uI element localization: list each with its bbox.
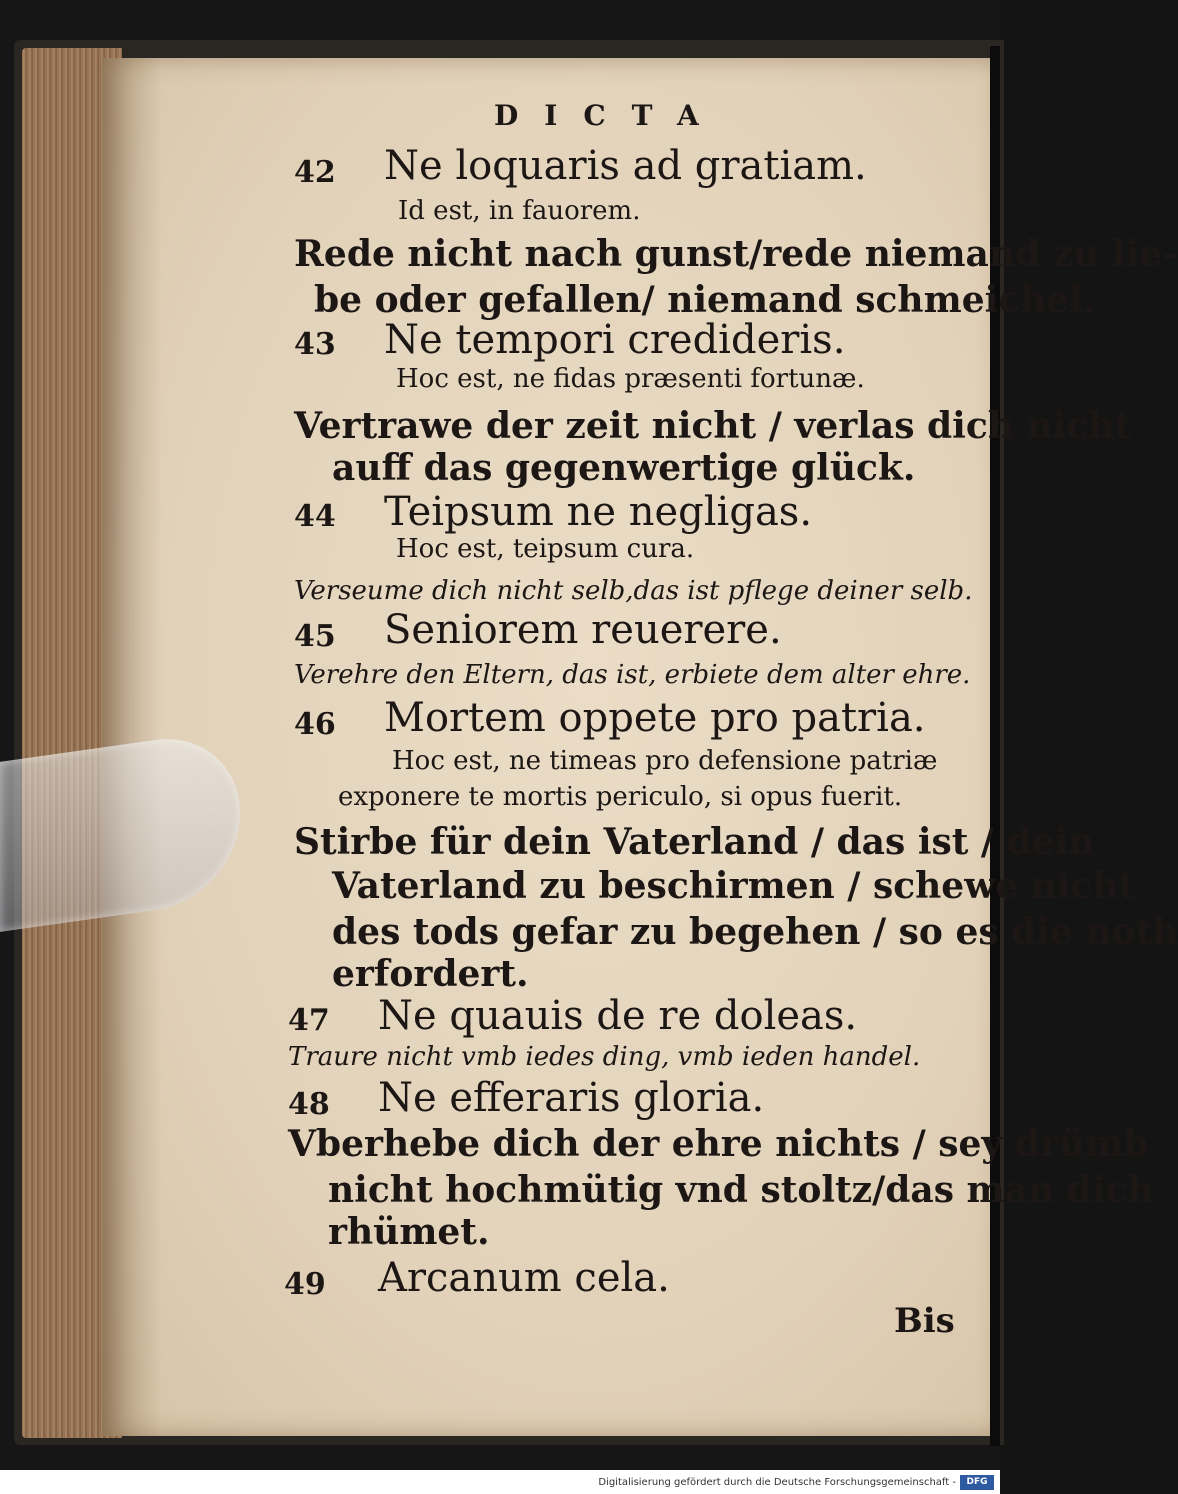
latin-maxim: Teipsum ne negligas. xyxy=(384,489,813,535)
entry-number: 42 xyxy=(294,155,336,190)
entry-number: 48 xyxy=(288,1087,330,1122)
entry-number: 45 xyxy=(294,619,336,654)
digitization-credit: Digitalisierung gefördert durch die Deutsche Forschungsgemeinschaft - xyxy=(598,1477,956,1488)
entry-number: 47 xyxy=(288,1003,330,1038)
entry-number: 49 xyxy=(284,1267,326,1302)
german-translation: Verehre den Eltern, das ist, erbiete dem alter ehre. xyxy=(294,660,971,690)
entry-number: 43 xyxy=(294,327,336,362)
german-translation: erfordert. xyxy=(332,953,529,995)
german-translation: des tods gefar zu begehen / so es die noth xyxy=(332,911,1178,953)
dfg-logo: DFG xyxy=(960,1475,994,1490)
german-translation: Rede nicht nach gunst/rede niemand zu lie- xyxy=(294,233,1178,275)
latin-maxim: Ne efferaris gloria. xyxy=(378,1075,765,1121)
entry-number: 46 xyxy=(294,707,336,742)
german-translation: be oder gefallen/ niemand schmeichel. xyxy=(314,279,1096,321)
german-translation: auff das gegenwertige glück. xyxy=(332,447,916,489)
latin-maxim: Arcanum cela. xyxy=(378,1255,670,1301)
latin-maxim: Ne quauis de re doleas. xyxy=(378,993,858,1039)
latin-gloss: Hoc est, ne timeas pro defensione patriæ xyxy=(392,746,938,776)
german-translation: Vberhebe dich der ehre nichts / sey drümb xyxy=(288,1123,1149,1165)
latin-gloss: Hoc est, teipsum cura. xyxy=(396,534,695,564)
german-translation: Vaterland zu beschirmen / schewe nicht xyxy=(332,865,1136,907)
latin-gloss: Hoc est, ne fidas præsenti fortunæ. xyxy=(396,364,865,394)
german-translation: nicht hochmütig vnd stoltz/das man dich xyxy=(328,1169,1154,1211)
latin-gloss: exponere te mortis periculo, si opus fuerit. xyxy=(338,782,903,812)
page-text xyxy=(102,58,1178,1436)
catchword: Bis xyxy=(894,1301,955,1341)
german-translation: rhümet. xyxy=(328,1211,490,1253)
running-head: DICTA xyxy=(494,99,725,132)
german-translation: Vertrawe der zeit nicht / verlas dich nicht xyxy=(294,405,1132,447)
german-translation: Traure nicht vmb iedes ding, vmb ieden handel. xyxy=(288,1042,921,1072)
latin-maxim: Ne loquaris ad gratiam. xyxy=(384,143,867,189)
latin-gloss: Id est, in fauorem. xyxy=(398,196,641,226)
entry-number: 44 xyxy=(294,499,336,534)
german-translation: Stirbe für dein Vaterland / das ist / dein xyxy=(294,821,1095,863)
latin-maxim: Seniorem reuerere. xyxy=(384,607,782,653)
latin-maxim: Mortem oppete pro patria. xyxy=(384,695,926,741)
latin-maxim: Ne tempori credideris. xyxy=(384,317,846,363)
german-translation: Verseume dich nicht selb,das ist pflege deiner selb. xyxy=(294,576,973,606)
